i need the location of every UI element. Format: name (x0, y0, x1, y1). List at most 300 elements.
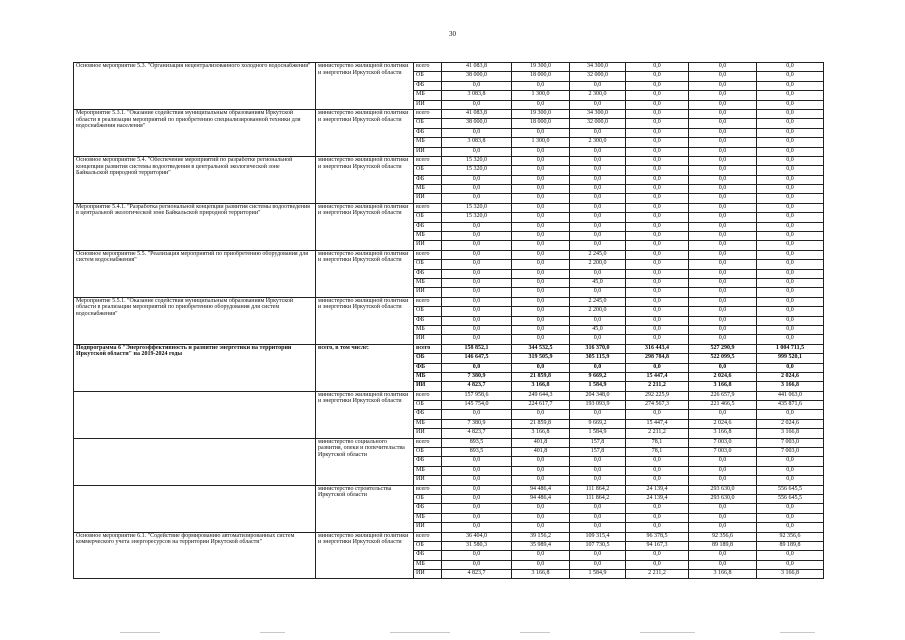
amount-cell: 0,0 (570, 213, 626, 222)
amount-cell: 15 447,4 (626, 372, 689, 381)
amount-cell: 249 644,3 (512, 391, 570, 400)
amount-cell: 0,0 (689, 457, 757, 466)
amount-cell: 0,0 (689, 138, 757, 147)
amount-cell: 0,0 (757, 213, 824, 222)
executor-name: министерство жилищной политики и энергетики Иркутской области (316, 203, 414, 250)
funding-source-cell: всего (414, 344, 442, 353)
funding-source-cell: ФБ (414, 175, 442, 184)
amount-cell: 7 003,0 (757, 438, 824, 447)
amount-cell: 0,0 (757, 203, 824, 212)
amount-cell: 0,0 (570, 241, 626, 250)
amount-cell: 0,0 (626, 232, 689, 241)
amount-cell: 3 166,8 (512, 570, 570, 579)
amount-cell: 0,0 (442, 457, 512, 466)
amount-cell: 2 245,0 (570, 297, 626, 306)
amount-cell: 0,0 (757, 316, 824, 325)
activity-name (74, 438, 316, 485)
amount-cell: 0,0 (570, 185, 626, 194)
amount-cell: 0,0 (442, 504, 512, 513)
amount-cell: 3 166,8 (757, 382, 824, 391)
amount-cell: 7 003,0 (689, 448, 757, 457)
amount-cell: 0,0 (626, 213, 689, 222)
amount-cell: 0,0 (570, 175, 626, 184)
amount-cell: 0,0 (626, 147, 689, 156)
amount-cell: 0,0 (570, 410, 626, 419)
amount-cell: 0,0 (512, 504, 570, 513)
funding-source-cell: всего (414, 109, 442, 118)
amount-cell: 94 167,3 (626, 541, 689, 550)
funding-source-cell: ФБ (414, 410, 442, 419)
funding-source-cell: ОБ (414, 166, 442, 175)
amount-cell: 0,0 (757, 523, 824, 532)
amount-cell: 0,0 (442, 297, 512, 306)
funding-source-cell: ФБ (414, 551, 442, 560)
amount-cell: 0,0 (512, 175, 570, 184)
amount-cell: 3 166,8 (689, 382, 757, 391)
amount-cell: 0,0 (626, 457, 689, 466)
funding-source-cell: ИИ (414, 382, 442, 391)
funding-source-cell: ИИ (414, 194, 442, 203)
amount-cell: 0,0 (442, 185, 512, 194)
amount-cell: 0,0 (570, 551, 626, 560)
amount-cell: 0,0 (570, 523, 626, 532)
amount-cell: 21 859,8 (512, 419, 570, 428)
funding-source-cell: ОБ (414, 260, 442, 269)
funding-source-cell: МБ (414, 232, 442, 241)
amount-cell: 0,0 (442, 128, 512, 137)
amount-cell: 0,0 (626, 307, 689, 316)
table-row (74, 532, 824, 541)
amount-cell: 3 166,8 (512, 429, 570, 438)
amount-cell: 0,0 (757, 222, 824, 231)
amount-cell: 0,0 (570, 128, 626, 137)
amount-cell: 0,0 (626, 504, 689, 513)
amount-cell: 15 320,0 (442, 213, 512, 222)
amount-cell: 0,0 (442, 363, 512, 372)
funding-source-cell: МБ (414, 560, 442, 569)
executor-name: министерство жилищной политики и энергетики Иркутской области (316, 109, 414, 156)
amount-cell: 316 370,0 (570, 344, 626, 353)
amount-cell: 0,0 (512, 222, 570, 231)
amount-cell: 0,0 (512, 156, 570, 165)
amount-cell: 0,0 (757, 278, 824, 287)
amount-cell: 0,0 (512, 551, 570, 560)
amount-cell: 0,0 (626, 156, 689, 165)
amount-cell: 0,0 (626, 81, 689, 90)
amount-cell: 0,0 (626, 128, 689, 137)
amount-cell: 0,0 (442, 278, 512, 287)
amount-cell: 0,0 (757, 513, 824, 522)
amount-cell: 0,0 (442, 147, 512, 156)
amount-cell: 2 211,2 (626, 382, 689, 391)
executor-name: министерство жилищной политики и энергетики Иркутской области (316, 297, 414, 344)
amount-cell: 0,0 (689, 147, 757, 156)
activity-name: Мероприятие 5.5.1. "Оказание содействия муниципальным образованиям Иркутской области в реализации мероприятий по приобретению оборудования для систем водоснабжения" (74, 297, 316, 344)
amount-cell: 0,0 (757, 335, 824, 344)
amount-cell: 0,0 (442, 250, 512, 259)
amount-cell: 0,0 (570, 269, 626, 278)
amount-cell: 31 580,3 (442, 541, 512, 550)
amount-cell: 0,0 (442, 269, 512, 278)
amount-cell: 0,0 (689, 297, 757, 306)
amount-cell: 0,0 (570, 194, 626, 203)
amount-cell: 0,0 (689, 560, 757, 569)
amount-cell: 0,0 (442, 100, 512, 109)
amount-cell: 224 617,7 (512, 401, 570, 410)
funding-source-cell: ОБ (414, 401, 442, 410)
funding-source-cell: ФБ (414, 81, 442, 90)
amount-cell: 0,0 (626, 100, 689, 109)
funding-source-cell: ОБ (414, 213, 442, 222)
amount-cell: 0,0 (626, 335, 689, 344)
amount-cell: 0,0 (512, 513, 570, 522)
page-number: 30 (449, 30, 456, 38)
amount-cell: 19 300,0 (512, 63, 570, 72)
amount-cell: 0,0 (512, 457, 570, 466)
amount-cell: 0,0 (757, 307, 824, 316)
funding-source-cell: всего (414, 391, 442, 400)
amount-cell: 0,0 (512, 194, 570, 203)
amount-cell: 0,0 (626, 513, 689, 522)
amount-cell: 226 657,9 (689, 391, 757, 400)
table-row (74, 63, 824, 72)
amount-cell: 1 004 711,5 (757, 344, 824, 353)
amount-cell: 2 200,0 (570, 307, 626, 316)
amount-cell: 0,0 (689, 213, 757, 222)
amount-cell: 38 000,0 (442, 119, 512, 128)
amount-cell: 2 024,6 (757, 372, 824, 381)
amount-cell: 0,0 (512, 250, 570, 259)
amount-cell: 0,0 (626, 109, 689, 118)
amount-cell: 0,0 (626, 325, 689, 334)
table-row (74, 485, 824, 494)
amount-cell: 146 647,5 (442, 354, 512, 363)
amount-cell: 0,0 (626, 269, 689, 278)
funding-source-cell: ОБ (414, 72, 442, 81)
table-row (74, 109, 824, 118)
amount-cell: 0,0 (626, 551, 689, 560)
amount-cell: 158 852,1 (442, 344, 512, 353)
amount-cell: 0,0 (689, 194, 757, 203)
amount-cell: 3 166,8 (757, 570, 824, 579)
amount-cell: 45,0 (570, 325, 626, 334)
amount-cell: 2 024,6 (689, 419, 757, 428)
amount-cell: 0,0 (689, 203, 757, 212)
amount-cell: 41 083,8 (442, 63, 512, 72)
executor-name: министерство строительства Иркутской области (316, 485, 414, 532)
executor-name: министерство жилищной политики и энергетики Иркутской области (316, 391, 414, 438)
amount-cell: 0,0 (626, 91, 689, 100)
amount-cell: 0,0 (442, 81, 512, 90)
amount-cell: 0,0 (757, 100, 824, 109)
amount-cell: 2 300,0 (570, 138, 626, 147)
amount-cell: 3 083,8 (442, 91, 512, 100)
amount-cell: 0,0 (757, 297, 824, 306)
funding-source-cell: всего (414, 297, 442, 306)
amount-cell: 0,0 (570, 335, 626, 344)
amount-cell: 4 823,7 (442, 382, 512, 391)
funding-source-cell: ИИ (414, 429, 442, 438)
amount-cell: 0,0 (689, 466, 757, 475)
amount-cell: 0,0 (689, 269, 757, 278)
funding-source-cell: МБ (414, 91, 442, 100)
funding-source-cell: МБ (414, 466, 442, 475)
funding-source-cell: всего (414, 156, 442, 165)
amount-cell: 0,0 (689, 278, 757, 287)
amount-cell: 157 958,6 (442, 391, 512, 400)
amount-cell: 1 584,9 (570, 382, 626, 391)
amount-cell: 94 486,4 (512, 494, 570, 503)
amount-cell: 107 730,5 (570, 541, 626, 550)
amount-cell: 45,0 (570, 278, 626, 287)
amount-cell: 0,0 (512, 260, 570, 269)
amount-cell: 0,0 (757, 363, 824, 372)
amount-cell: 0,0 (442, 476, 512, 485)
amount-cell: 4 823,7 (442, 570, 512, 579)
amount-cell: 0,0 (626, 466, 689, 475)
amount-cell: 0,0 (689, 81, 757, 90)
amount-cell: 0,0 (757, 138, 824, 147)
amount-cell: 401,8 (512, 438, 570, 447)
amount-cell: 38 000,0 (442, 72, 512, 81)
amount-cell: 0,0 (757, 250, 824, 259)
amount-cell: 0,0 (442, 307, 512, 316)
funding-source-cell: ФБ (414, 316, 442, 325)
amount-cell: 111 864,2 (570, 494, 626, 503)
funding-source-cell: МБ (414, 513, 442, 522)
amount-cell: 0,0 (757, 269, 824, 278)
amount-cell: 0,0 (512, 166, 570, 175)
amount-cell: 0,0 (757, 410, 824, 419)
funding-source-cell: ИИ (414, 147, 442, 156)
amount-cell: 157,8 (570, 448, 626, 457)
amount-cell: 0,0 (512, 278, 570, 287)
amount-cell: 0,0 (689, 410, 757, 419)
amount-cell: 0,0 (689, 100, 757, 109)
amount-cell: 0,0 (689, 325, 757, 334)
amount-cell: 556 645,5 (757, 494, 824, 503)
amount-cell: 0,0 (512, 147, 570, 156)
amount-cell: 0,0 (757, 185, 824, 194)
funding-source-cell: всего (414, 63, 442, 72)
amount-cell: 1 300,0 (512, 91, 570, 100)
amount-cell: 522 099,5 (689, 354, 757, 363)
funding-source-cell: ИИ (414, 570, 442, 579)
amount-cell: 0,0 (689, 288, 757, 297)
amount-cell: 319 505,9 (512, 354, 570, 363)
amount-cell: 0,0 (626, 250, 689, 259)
amount-cell: 1 584,9 (570, 570, 626, 579)
amount-cell: 0,0 (512, 241, 570, 250)
amount-cell: 0,0 (757, 560, 824, 569)
amount-cell: 0,0 (689, 119, 757, 128)
amount-cell: 0,0 (757, 194, 824, 203)
amount-cell: 999 520,1 (757, 354, 824, 363)
funding-source-cell: ОБ (414, 541, 442, 550)
amount-cell: 893,5 (442, 438, 512, 447)
executor-name: всего, в том числе: (316, 344, 414, 391)
amount-cell: 3 166,8 (689, 429, 757, 438)
amount-cell: 0,0 (442, 288, 512, 297)
activity-name (74, 485, 316, 532)
amount-cell: 0,0 (512, 363, 570, 372)
amount-cell: 0,0 (626, 166, 689, 175)
amount-cell: 3 166,8 (512, 382, 570, 391)
scan-artifacts (0, 628, 905, 636)
amount-cell: 0,0 (442, 241, 512, 250)
amount-cell: 0,0 (626, 297, 689, 306)
funding-source-cell: ОБ (414, 307, 442, 316)
amount-cell: 298 784,8 (626, 354, 689, 363)
amount-cell: 0,0 (757, 457, 824, 466)
amount-cell: 0,0 (689, 63, 757, 72)
amount-cell: 0,0 (757, 147, 824, 156)
amount-cell: 0,0 (689, 513, 757, 522)
amount-cell: 24 139,4 (626, 494, 689, 503)
amount-cell: 0,0 (689, 363, 757, 372)
amount-cell: 0,0 (689, 156, 757, 165)
amount-cell: 0,0 (570, 166, 626, 175)
amount-cell: 0,0 (570, 504, 626, 513)
amount-cell: 0,0 (689, 166, 757, 175)
amount-cell: 527 290,9 (689, 344, 757, 353)
amount-cell: 0,0 (442, 485, 512, 494)
amount-cell: 0,0 (512, 325, 570, 334)
amount-cell: 0,0 (442, 513, 512, 522)
amount-cell: 193 093,9 (570, 401, 626, 410)
amount-cell: 3 166,8 (757, 429, 824, 438)
amount-cell: 0,0 (757, 476, 824, 485)
amount-cell: 0,0 (689, 250, 757, 259)
executor-name: министерство жилищной политики и энергетики Иркутской области (316, 532, 414, 579)
amount-cell: 0,0 (442, 316, 512, 325)
amount-cell: 0,0 (757, 325, 824, 334)
amount-cell: 94 486,4 (512, 485, 570, 494)
amount-cell: 0,0 (757, 288, 824, 297)
amount-cell: 0,0 (570, 147, 626, 156)
amount-cell: 0,0 (442, 551, 512, 560)
amount-cell: 0,0 (570, 100, 626, 109)
amount-cell: 0,0 (626, 560, 689, 569)
amount-cell: 0,0 (626, 476, 689, 485)
amount-cell: 0,0 (512, 307, 570, 316)
amount-cell: 0,0 (442, 560, 512, 569)
amount-cell: 0,0 (626, 410, 689, 419)
amount-cell: 0,0 (512, 316, 570, 325)
funding-source-cell: всего (414, 250, 442, 259)
amount-cell: 0,0 (570, 466, 626, 475)
funding-source-cell: всего (414, 438, 442, 447)
amount-cell: 0,0 (626, 241, 689, 250)
funding-source-cell: всего (414, 485, 442, 494)
amount-cell: 0,0 (626, 185, 689, 194)
amount-cell: 0,0 (689, 476, 757, 485)
funding-source-cell: ОБ (414, 119, 442, 128)
amount-cell: 0,0 (570, 316, 626, 325)
table-row (74, 297, 824, 306)
amount-cell: 2 211,2 (626, 570, 689, 579)
amount-cell: 0,0 (689, 241, 757, 250)
funding-source-cell: МБ (414, 278, 442, 287)
executor-name: министерство социального развития, опеки и попечительства Иркутской области (316, 438, 414, 485)
amount-cell: 0,0 (570, 156, 626, 165)
amount-cell: 19 300,0 (512, 109, 570, 118)
funding-source-cell: ИИ (414, 288, 442, 297)
amount-cell: 0,0 (512, 288, 570, 297)
amount-cell: 0,0 (512, 466, 570, 475)
amount-cell: 0,0 (626, 194, 689, 203)
amount-cell: 0,0 (570, 232, 626, 241)
funding-source-cell: ИИ (414, 335, 442, 344)
amount-cell: 0,0 (512, 523, 570, 532)
amount-cell: 0,0 (626, 523, 689, 532)
amount-cell: 0,0 (626, 119, 689, 128)
amount-cell: 0,0 (626, 72, 689, 81)
amount-cell: 109 315,4 (570, 532, 626, 541)
amount-cell: 18 000,0 (512, 72, 570, 81)
amount-cell: 0,0 (626, 363, 689, 372)
amount-cell: 0,0 (626, 278, 689, 287)
amount-cell: 0,0 (757, 241, 824, 250)
amount-cell: 0,0 (442, 410, 512, 419)
amount-cell: 0,0 (757, 504, 824, 513)
executor-name: министерство жилищной политики и энергетики Иркутской области (316, 156, 414, 203)
amount-cell: 0,0 (626, 203, 689, 212)
amount-cell: 0,0 (442, 494, 512, 503)
amount-cell: 2 200,0 (570, 260, 626, 269)
activity-name: Подпрограмма 6 "Энергоэффективность и развитие энергетики на территории Иркутской области" на 2019-2024 годы (74, 344, 316, 391)
amount-cell: 0,0 (512, 335, 570, 344)
amount-cell: 0,0 (442, 175, 512, 184)
amount-cell: 145 754,0 (442, 401, 512, 410)
amount-cell: 0,0 (512, 269, 570, 278)
amount-cell: 7 003,0 (689, 438, 757, 447)
amount-cell: 4 823,7 (442, 429, 512, 438)
amount-cell: 0,0 (626, 260, 689, 269)
table-row (74, 203, 824, 212)
funding-source-cell: МБ (414, 185, 442, 194)
amount-cell: 78,1 (626, 448, 689, 457)
amount-cell: 92 356,6 (689, 532, 757, 541)
amount-cell: 34 300,0 (570, 109, 626, 118)
amount-cell: 2 245,0 (570, 250, 626, 259)
amount-cell: 0,0 (442, 232, 512, 241)
amount-cell: 0,0 (757, 109, 824, 118)
funding-source-cell: МБ (414, 419, 442, 428)
amount-cell: 0,0 (512, 476, 570, 485)
amount-cell: 0,0 (512, 232, 570, 241)
amount-cell: 89 189,8 (689, 541, 757, 550)
budget-table (73, 62, 824, 579)
amount-cell: 0,0 (689, 260, 757, 269)
amount-cell: 0,0 (757, 232, 824, 241)
amount-cell: 39 156,2 (512, 532, 570, 541)
amount-cell: 7 003,0 (757, 448, 824, 457)
amount-cell: 0,0 (757, 63, 824, 72)
amount-cell: 3 083,8 (442, 138, 512, 147)
amount-cell: 0,0 (757, 81, 824, 90)
amount-cell: 0,0 (512, 203, 570, 212)
funding-source-cell: всего (414, 532, 442, 541)
amount-cell: 0,0 (570, 81, 626, 90)
amount-cell: 0,0 (442, 194, 512, 203)
amount-cell: 2 024,6 (689, 372, 757, 381)
amount-cell: 344 532,5 (512, 344, 570, 353)
amount-cell: 15 447,4 (626, 419, 689, 428)
table-row (74, 156, 824, 165)
amount-cell: 36 404,0 (442, 532, 512, 541)
funding-source-cell: ФБ (414, 222, 442, 231)
